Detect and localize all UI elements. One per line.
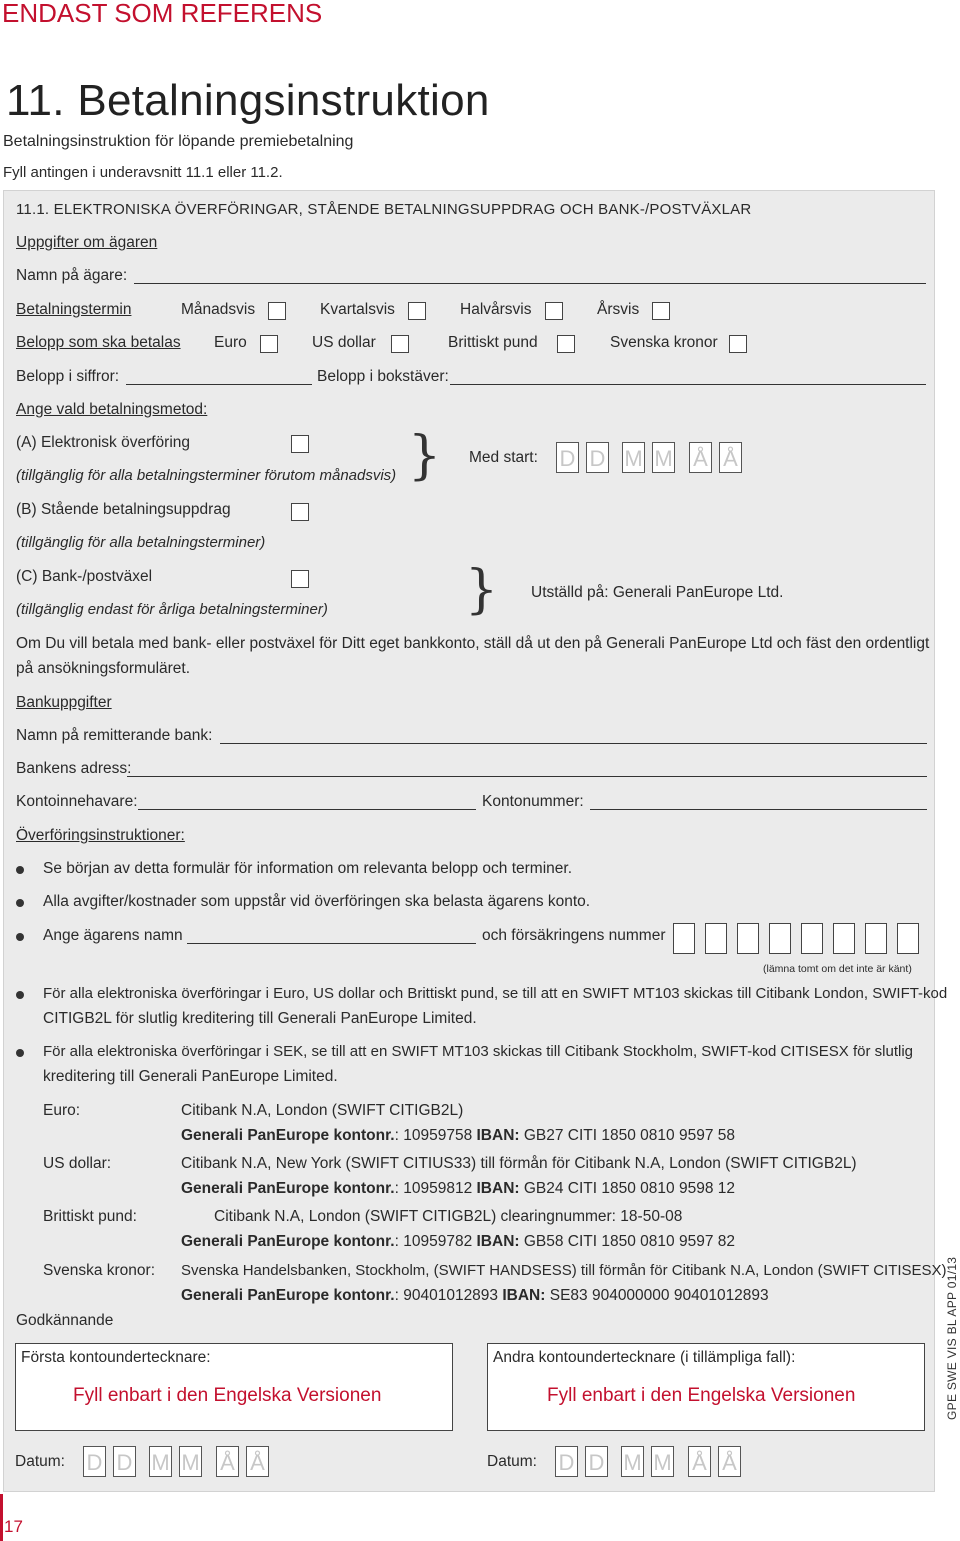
- account-number-label: Kontonummer:: [482, 793, 584, 810]
- amount-words-field[interactable]: [450, 384, 926, 385]
- first-date-month1[interactable]: M: [149, 1446, 172, 1477]
- transfer-bullet-4-line1: För alla elektroniska överföringar i Euro, US dollar och Brittiskt pund, se till att en SWIFT MT103 skickas till Citibank London, SWIFT-kod: [43, 985, 948, 1002]
- account-number-field[interactable]: [590, 809, 927, 810]
- bank-heading: Bankuppgifter: [16, 694, 112, 711]
- account-euro-bank: Citibank N.A, London (SWIFT CITIGB2L): [181, 1102, 464, 1119]
- policy-number-box-8[interactable]: [897, 923, 919, 954]
- term-yearly-checkbox[interactable]: [652, 302, 670, 320]
- second-signatory-label: Andra kontoundertecknare (i tillämpliga fall):: [493, 1349, 796, 1366]
- first-signatory-label: Första kontoundertecknare:: [21, 1349, 211, 1366]
- second-signatory-note: Fyll enbart i den Engelska Versionen: [547, 1385, 856, 1406]
- bullet-icon: [16, 899, 24, 907]
- term-yearly-label: Årsvis: [597, 301, 640, 318]
- first-signatory-note: Fyll enbart i den Engelska Versionen: [73, 1385, 382, 1406]
- account-sek-acct-label: Generali PanEurope kontonr.: [181, 1287, 395, 1304]
- account-usd-acct: : 10959812: [394, 1180, 477, 1197]
- draft-paragraph-line1: Om Du vill betala med bank- eller postväxel för Ditt eget bankkonto, ställ då ut den på Generali PanEurope Ltd och fäst den ordentligt: [16, 635, 930, 652]
- start-date-year1[interactable]: Å: [689, 442, 712, 473]
- remitting-bank-label: Namn på remitterande bank:: [16, 727, 213, 744]
- account-sek-acct: : 90401012893: [394, 1287, 503, 1304]
- start-date-month1[interactable]: M: [622, 442, 645, 473]
- draft-paragraph-line2: på ansökningsformuläret.: [16, 660, 191, 677]
- first-date-year2[interactable]: Å: [246, 1446, 269, 1477]
- term-halfyear-checkbox[interactable]: [545, 302, 563, 320]
- policy-number-box-3[interactable]: [737, 923, 759, 954]
- currency-euro-checkbox[interactable]: [260, 335, 278, 353]
- transfer-bullet-5-line2: kreditering till Generali PanEurope Limited.: [43, 1068, 338, 1085]
- policy-number-box-4[interactable]: [769, 923, 791, 954]
- second-date-day1[interactable]: D: [555, 1446, 578, 1477]
- account-gbp-acct-label: Generali PanEurope kontonr.: [181, 1233, 395, 1250]
- term-monthly-label: Månadsvis: [181, 301, 256, 318]
- account-holder-field[interactable]: [138, 809, 476, 810]
- method-c-checkbox[interactable]: [291, 570, 309, 588]
- method-heading: Ange vald betalningsmetod:: [16, 401, 208, 418]
- reference-header: ENDAST SOM REFERENS: [2, 0, 323, 28]
- bullet-icon: [16, 1049, 24, 1057]
- account-euro-acct-label: Generali PanEurope kontonr.: [181, 1127, 395, 1144]
- issued-to-label: Utställd på: Generali PanEurope Ltd.: [531, 584, 784, 601]
- bullet-icon: [16, 933, 24, 941]
- amount-digits-label: Belopp i siffror:: [16, 368, 120, 385]
- currency-label: Belopp som ska betalas: [16, 334, 181, 351]
- document-code: GPE SWE VIS BL APP 01/13: [945, 1256, 959, 1420]
- account-usd-iban-label: IBAN:: [476, 1180, 520, 1197]
- owner-heading: Uppgifter om ägaren: [16, 234, 158, 251]
- currency-euro-label: Euro: [214, 334, 247, 351]
- transfer-heading: Överföringsinstruktioner:: [16, 827, 185, 844]
- currency-sek-checkbox[interactable]: [729, 335, 747, 353]
- first-date-day2[interactable]: D: [113, 1446, 136, 1477]
- currency-gbp-label: Brittiskt pund: [448, 334, 538, 351]
- policy-number-box-5[interactable]: [801, 923, 823, 954]
- first-date-year1[interactable]: Å: [216, 1446, 239, 1477]
- brace-a: }: [408, 426, 442, 486]
- account-usd-acct-label: Generali PanEurope kontonr.: [181, 1180, 395, 1197]
- term-quarterly-label: Kvartalsvis: [320, 301, 395, 318]
- account-usd-label: US dollar:: [43, 1155, 112, 1172]
- account-euro-details: [181, 1127, 735, 1145]
- brace-c: }: [465, 560, 499, 620]
- account-usd-bank: Citibank N.A, New York (SWIFT CITIUS33) till förmån för Citibank N.A, London (SWIFT CITIGB2L): [181, 1155, 857, 1172]
- start-date-day1[interactable]: D: [556, 442, 579, 473]
- bullet-icon: [16, 991, 24, 999]
- approval-heading: Godkännande: [16, 1312, 114, 1329]
- payment-term-label: Betalningstermin: [16, 301, 132, 318]
- account-euro-iban-label: IBAN:: [476, 1127, 520, 1144]
- page-number: 17: [4, 1517, 23, 1536]
- currency-usd-label: US dollar: [312, 334, 376, 351]
- account-euro-label: Euro:: [43, 1102, 81, 1119]
- owner-name-label: Namn på ägare:: [16, 267, 128, 284]
- second-date-month1[interactable]: M: [621, 1446, 644, 1477]
- account-holder-label: Kontoinnehavare:: [16, 793, 138, 810]
- account-sek-iban-label: IBAN:: [502, 1287, 546, 1304]
- bullet-icon: [16, 866, 24, 874]
- transfer-bullet-2: Alla avgifter/kostnader som uppstår vid överföringen ska belasta ägarens konto.: [43, 893, 591, 910]
- account-sek-bank: Svenska Handelsbanken, Stockholm, (SWIFT HANDSESS) till förmån för Citibank N.A, London (SWIFT CITISESX): [181, 1262, 947, 1279]
- currency-gbp-checkbox[interactable]: [557, 335, 575, 353]
- start-date-label: Med start:: [469, 449, 538, 466]
- account-gbp-acct: : 10959782: [394, 1233, 477, 1250]
- account-sek-iban: SE83 904000000 90401012893: [545, 1287, 769, 1304]
- method-a-label: (A) Elektronisk överföring: [16, 434, 191, 451]
- policy-number-box-1[interactable]: [673, 923, 695, 954]
- account-gbp-iban-label: IBAN:: [476, 1233, 520, 1250]
- first-date-label: Datum:: [15, 1453, 65, 1470]
- instruction-text: Fyll antingen i underavsnitt 11.1 eller 11.2.: [3, 164, 283, 181]
- method-b-checkbox[interactable]: [291, 503, 309, 521]
- page-title: 11. Betalningsinstruktion: [6, 76, 490, 125]
- account-gbp-details: [181, 1233, 735, 1251]
- amount-digits-field[interactable]: [126, 384, 312, 385]
- policy-number-box-2[interactable]: [705, 923, 727, 954]
- account-gbp-bank: Citibank N.A, London (SWIFT CITIGB2L) clearingnummer: 18-50-08: [214, 1208, 683, 1225]
- owner-name-field[interactable]: [134, 283, 926, 284]
- second-date-label: Datum:: [487, 1453, 537, 1470]
- start-date-year2[interactable]: Å: [719, 442, 742, 473]
- owner-name-line-field[interactable]: [187, 943, 476, 944]
- account-gbp-iban: GB58 CITI 1850 0810 9597 82: [519, 1233, 735, 1250]
- term-quarterly-checkbox[interactable]: [408, 302, 426, 320]
- second-date-year2[interactable]: Å: [718, 1446, 741, 1477]
- account-usd-details: [181, 1180, 735, 1198]
- first-date-day1[interactable]: D: [83, 1446, 106, 1477]
- bank-address-field[interactable]: [127, 776, 927, 777]
- bank-address-label: Bankens adress:: [16, 760, 132, 777]
- account-euro-acct: : 10959758: [394, 1127, 477, 1144]
- account-euro-iban: GB27 CITI 1850 0810 9597 58: [519, 1127, 735, 1144]
- second-date-month2[interactable]: M: [651, 1446, 674, 1477]
- second-date-day2[interactable]: D: [585, 1446, 608, 1477]
- method-b-label: (B) Stående betalningsuppdrag: [16, 501, 231, 518]
- second-date-year1[interactable]: Å: [688, 1446, 711, 1477]
- policy-number-box-6[interactable]: [833, 923, 855, 954]
- account-sek-label: Svenska kronor:: [43, 1262, 155, 1279]
- start-date-day2[interactable]: D: [586, 442, 609, 473]
- policy-number-label: och försäkringens nummer: [482, 927, 666, 944]
- page-marker: [0, 1494, 3, 1541]
- account-sek-details: [181, 1287, 769, 1305]
- method-c-note: (tillgänglig endast för årliga betalningsterminer): [16, 601, 328, 618]
- remitting-bank-field[interactable]: [220, 743, 927, 744]
- method-a-note: (tillgänglig för alla betalningsterminer förutom månadsvis): [16, 467, 397, 484]
- transfer-bullet-1: Se början av detta formulär för information om relevanta belopp och terminer.: [43, 860, 572, 877]
- owner-name-instruction: Ange ägarens namn: [43, 927, 183, 944]
- account-gbp-label: Brittiskt pund:: [43, 1208, 137, 1225]
- transfer-bullet-4-line2: CITIGB2L för slutlig kreditering till Generali PanEurope Limited.: [43, 1010, 477, 1027]
- amount-words-label: Belopp i bokstäver:: [317, 368, 449, 385]
- start-date-month2[interactable]: M: [652, 442, 675, 473]
- transfer-bullet-5-line1: För alla elektroniska överföringar i SEK, se till att en SWIFT MT103 skickas till Citibank Stockholm, SWIFT-kod CITISESX för slutlig: [43, 1043, 913, 1060]
- account-usd-iban: GB24 CITI 1850 0810 9598 12: [519, 1180, 735, 1197]
- term-halfyear-label: Halvårsvis: [460, 301, 532, 318]
- method-c-label: (C) Bank-/postväxel: [16, 568, 153, 585]
- first-date-month2[interactable]: M: [179, 1446, 202, 1477]
- currency-sek-label: Svenska kronor: [610, 334, 718, 351]
- method-b-note: (tillgänglig för alla betalningsterminer): [16, 534, 266, 551]
- policy-number-note: (lämna tomt om det inte är känt): [763, 963, 912, 975]
- section-title: 11.1. ELEKTRONISKA ÖVERFÖRINGAR, STÅENDE BETALNINGSUPPDRAG OCH BANK-/POSTVÄXLAR: [16, 201, 752, 218]
- method-a-checkbox[interactable]: [291, 435, 309, 453]
- policy-number-box-7[interactable]: [865, 923, 887, 954]
- subtitle: Betalningsinstruktion för löpande premiebetalning: [3, 133, 354, 150]
- currency-usd-checkbox[interactable]: [391, 335, 409, 353]
- term-monthly-checkbox[interactable]: [268, 302, 286, 320]
